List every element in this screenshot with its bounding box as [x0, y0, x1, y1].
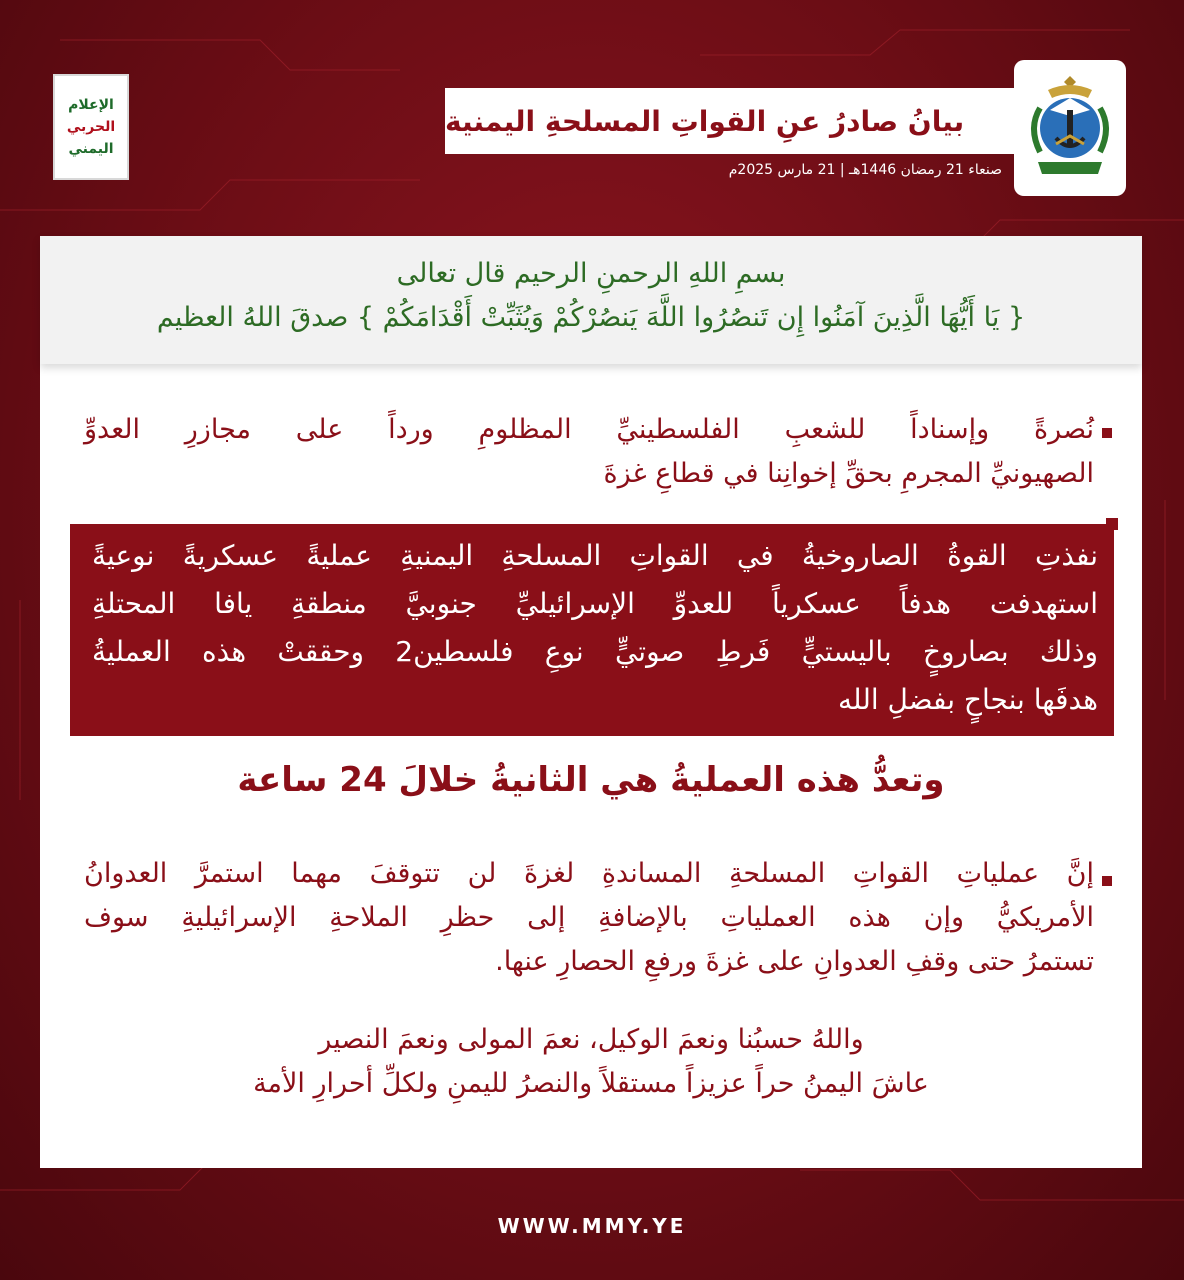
- logo-line-2: الحربي: [66, 119, 116, 135]
- dateline: صنعاء 21 رمضان 1446هـ | 21 مارس 2025م: [728, 162, 1002, 178]
- logo-line-3: اليمني: [68, 141, 114, 157]
- paragraph-continuation: [84, 852, 1094, 984]
- operation-paragraph: [92, 532, 1098, 724]
- closing-line-2: عاشَ اليمنُ حراً عزيزاً مستقلاً والنصرُ لليمنِ ولكلِّ أحرارِ الأمة: [253, 1068, 929, 1099]
- paragraph-line: تستمرُ حتى وقفِ العدوانِ على غزةَ ورفعِ الحصارِ عنها.: [495, 946, 1094, 977]
- highlight-line: استهدفت هدفاً عسكرياً للعدوِّ الإسرائيليِّ جنوبيَّ منطقةِ يافا المحتلةِ: [92, 587, 1098, 620]
- paragraph-line: نُصرةً وإسناداً للشعبِ الفلسطينيِّ المظلومِ ورداً على مجازرِ العدوِّ: [84, 414, 1094, 445]
- paragraph-support: [84, 408, 1094, 496]
- second-operation-statement: وتعدُّ هذه العمليةُ هي الثانيةُ خلالَ 24 ساعة: [237, 760, 945, 800]
- statement-title-bar: [445, 88, 1015, 154]
- paragraph-line: الأمريكيُّ وإن هذه العملياتِ بالإضافةِ إلى حظرِ الملاحةِ الإسرائيليةِ سوف: [84, 902, 1094, 933]
- verse-line: { يَا أَيُّهَا الَّذِينَ آمَنُوا إِن تَنصُرُوا اللَّهَ يَنصُرْكُمْ وَيُثَبِّتْ أَقْدَامَكُمْ } صدقَ اللهُ العظيم: [156, 302, 1026, 333]
- closing-line-1: واللهُ حسبُنا ونعمَ الوكيل، نعمَ المولى ونعمَ النصير: [318, 1024, 864, 1055]
- bullet-marker: [1102, 428, 1112, 438]
- military-media-logo: [53, 74, 129, 180]
- emblem-icon: [1020, 68, 1120, 188]
- quran-verse-box: [40, 236, 1142, 364]
- highlight-line: وذلك بصاروخٍ باليستيٍّ فَرطِ صوتيٍّ نوعِ فلسطين2 وحققتْ هذه العمليةُ: [92, 635, 1098, 668]
- highlight-line: نفذتِ القوةُ الصاروخيةُ في القواتِ المسلحةِ اليمنيةِ عمليةً عسكريةً نوعيةً: [92, 539, 1098, 572]
- paragraph-line: الصهيونيِّ المجرمِ بحقِّ إخوانِنا في قطاعِ غزةَ: [603, 458, 1094, 489]
- website-url[interactable]: WWW.MMY.YE: [497, 1214, 687, 1238]
- highlight-line: هدفَها بنجاحٍ بفضلِ الله: [838, 683, 1098, 716]
- bullet-marker: [1102, 876, 1112, 886]
- basmala-line: بسمِ اللهِ الرحمنِ الرحيم قال تعالى: [396, 258, 786, 289]
- paragraph-line: إنَّ عملياتِ القواتِ المسلحةِ المساندةِ لغزةَ لن تتوقفَ مهما استمرَّ العدوانُ: [84, 858, 1094, 889]
- armed-forces-emblem: [1014, 60, 1126, 196]
- statement-title: بيانُ صادرُ عنِ القواتِ المسلحةِ اليمنية: [445, 104, 965, 138]
- logo-line-1: الإعلام: [68, 97, 114, 113]
